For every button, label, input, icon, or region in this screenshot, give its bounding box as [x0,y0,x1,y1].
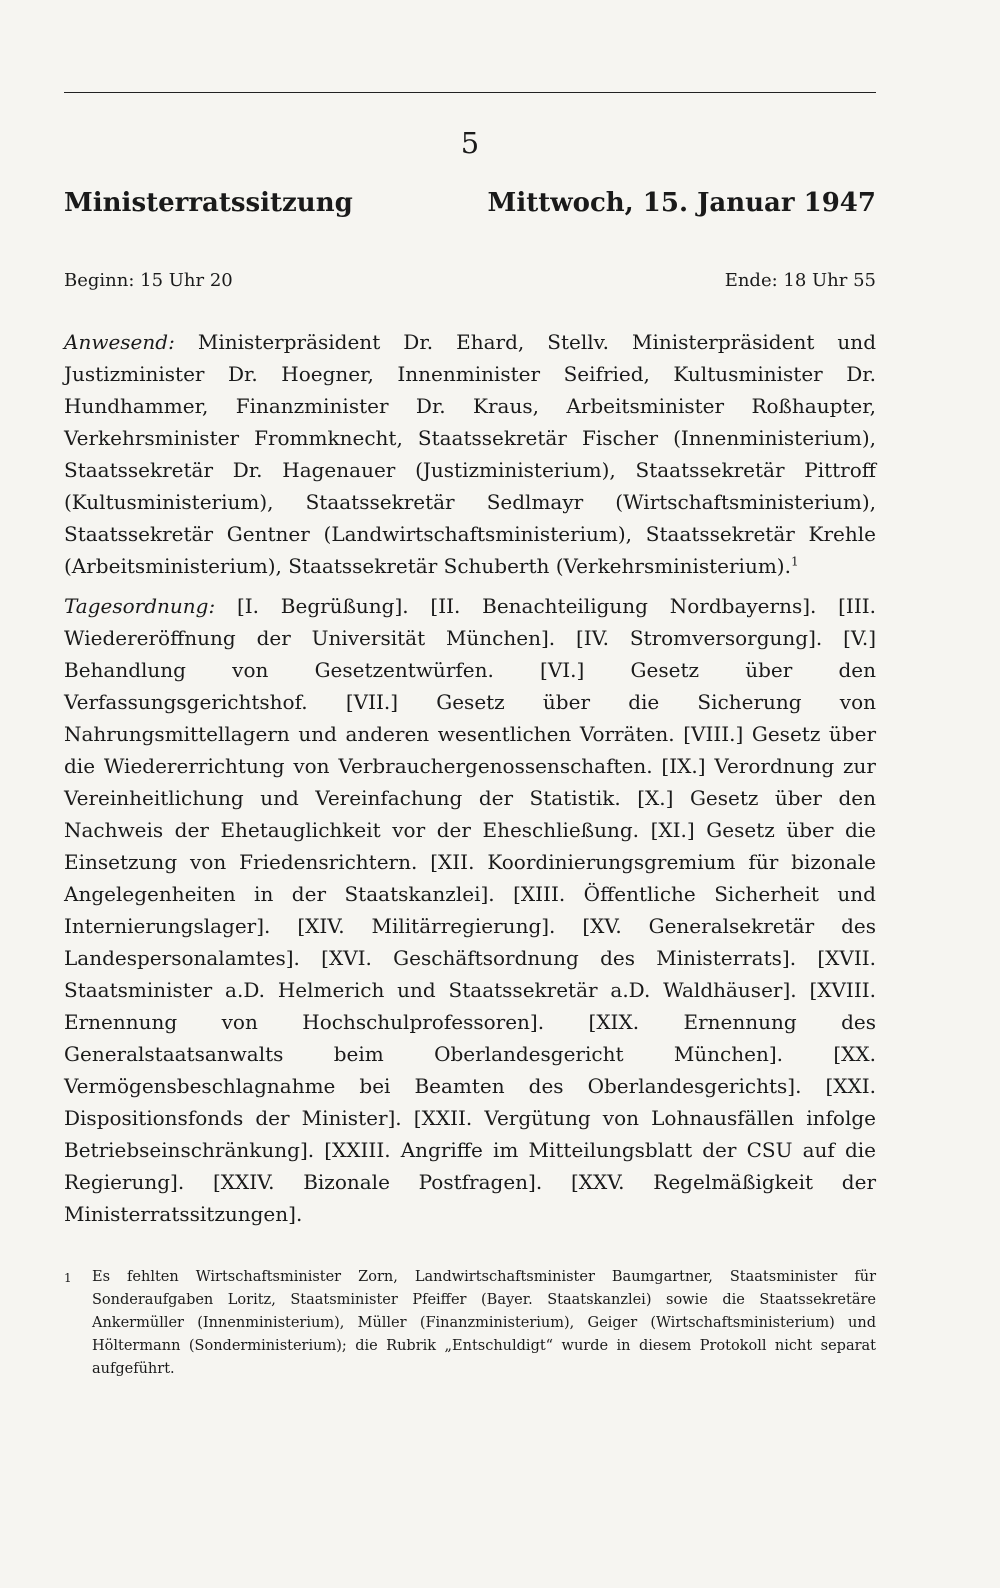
document-title: Ministerratssitzung [64,188,353,218]
footnote [64,1266,876,1381]
footnote-mark: 1 [64,1271,72,1285]
attendees-label: Anwesend: [64,330,175,354]
agenda-label: Tagesordnung: [64,594,216,618]
title-row [64,188,876,218]
attendees-text: Ministerpräsident Dr. Ehard, Stellv. Ministerpräsident und Justizminister Dr. Hoegner, Innenminister Seifried, Kultusminister Dr. Hundhammer, Finanzminister Dr. Kraus, Arbeitsminister Roßhaupter, Verkehrsminister Frommknecht, Staatssekretär Fischer (Innenministerium), Staatssekretär Dr. Hagenauer (Justizministerium), Staatssekretär Pittroff (Kultusministerium), Staatssekretär Sedlmayr (Wirtschaftsministerium), Staatssekretär Gentner (Landwirtschaftsministerium), Staatssekretär Krehle (Arbeitsministerium), Staatssekretär Schuberth (Verkehrsministerium). [64,330,876,578]
agenda-text: [I. Begrüßung]. [II. Benachteiligung Nordbayerns]. [III. Wiedereröffnung der Universität München]. [IV. Stromversorgung]. [V.] Behandlung von Gesetzentwürfen. [VI.] Gesetz über den Verfassungsgerichtshof. [VII.] Gesetz über die Sicherung von Nahrungsmittellagern und anderen wesentlichen Vorräten. [VIII.] Gesetz über die Wiedererrichtung von Verbrauchergenossenschaften. [IX.] Verordnung zur Vereinheitlichung und Vereinfachung der Statistik. [X.] Gesetz über den Nachweis der Ehetauglichkeit vor der Eheschließung. [XI.] Gesetz über die Einsetzung von Friedensrichtern. [XII. Koordinierungsgremium für bizonale Angelegenheiten in der Staatskanzlei]. [XIII. Öffentliche Sicherheit und Internierungslager]. [XIV. Militärregierung]. [XV. Generalsekretär des Landespersonalamtes]. [XVI. Geschäftsordnung des Ministerrats]. [XVII. Staatsminister a.D. Helmerich und Staatssekretär a.D. Waldhäuser]. [XVIII. Ernennung von Hochschulprofessoren]. [XIX. Ernennung des Generalstaatsanwalts beim Oberlandesgericht München]. [XX. Vermögensbeschlagnahme bei Beamten des Oberlandesgerichts]. [XXI. Dispositionsfonds der Minister]. [XXII. Vergütung von Lohnausfällen infolge Betriebseinschränkung]. [XXIII. Angriffe im Mitteilungsblatt der CSU auf die Regierung]. [XXIV. Bizonale Postfragen]. [XXV. Regelmäßigkeit der Ministerratssitzungen]. [64,594,876,1226]
footnote-reference[interactable]: 1 [790,554,799,569]
begin-time: Beginn: 15 Uhr 20 [64,270,233,291]
time-row [64,270,876,291]
document-page [64,0,876,1588]
end-time: Ende: 18 Uhr 55 [724,270,876,291]
attendees-paragraph [64,326,876,582]
footnote-text: Es fehlten Wirtschaftsminister Zorn, Landwirtschaftsminister Baumgartner, Staatsminister für Sonderaufgaben Loritz, Staatsminister Pfeiffer (Bayer. Staatskanzlei) sowie die Staatssekretäre Ankermüller (Innenministerium), Müller (Finanzministerium), Geiger (Wirtschaftsministerium) und Höltermann (Sonderministerium); die Rubrik „Entschuldigt“ wurde in diesem Protokoll nicht separat aufgeführt. [92,1269,876,1377]
document-date: Mittwoch, 15. Januar 1947 [487,188,876,218]
header-rule [64,92,876,93]
document-number: 5 [460,126,480,160]
agenda-paragraph [64,590,876,1230]
